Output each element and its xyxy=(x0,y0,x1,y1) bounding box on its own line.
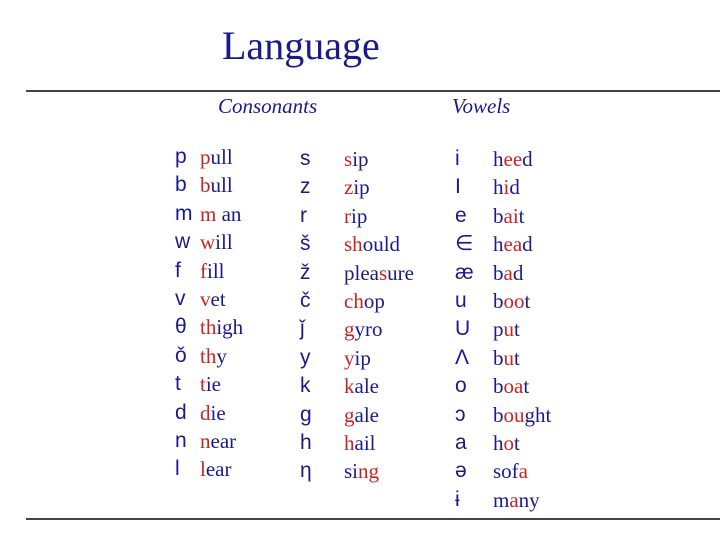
phonetic-symbol: ǒ xyxy=(175,343,187,367)
highlighted-letters: k xyxy=(344,374,355,399)
word-part: p xyxy=(493,317,504,342)
example-word xyxy=(344,230,400,258)
word-part: ould xyxy=(362,232,401,257)
example-word xyxy=(200,200,241,228)
highlighted-letters: sh xyxy=(344,232,363,257)
highlighted-letters: l xyxy=(200,457,206,482)
highlighted-letters: b xyxy=(200,173,211,198)
word-part: ip xyxy=(352,147,369,171)
phonetic-symbol: w xyxy=(175,230,191,254)
highlighted-letters: s xyxy=(378,260,388,285)
example-word xyxy=(344,202,367,230)
phonetic-symbol: θ xyxy=(175,315,187,339)
phonetic-symbol: z xyxy=(300,175,311,199)
example-word xyxy=(344,315,383,343)
highlighted-letters: ea xyxy=(503,232,523,257)
page-title: Language xyxy=(222,23,380,68)
word-part: d xyxy=(522,147,533,171)
bottom-divider xyxy=(26,518,720,520)
phonetic-symbol: ǰ xyxy=(300,317,305,341)
word-part: et xyxy=(210,287,226,311)
highlighted-letters: h xyxy=(344,431,355,455)
word-part: ull xyxy=(210,173,233,198)
phonetic-symbol: æ xyxy=(455,260,474,284)
example-word xyxy=(493,173,520,201)
highlighted-letters: f xyxy=(200,258,207,283)
example-word xyxy=(493,287,530,315)
word-part: ip xyxy=(354,345,371,370)
phonetic-symbol: d xyxy=(175,400,187,424)
example-word xyxy=(493,259,523,287)
phonetic-symbol: Λ xyxy=(455,345,470,369)
example-word xyxy=(344,344,371,372)
example-word xyxy=(493,230,533,258)
phonetic-symbol: ž xyxy=(300,260,311,284)
highlighted-letters: d xyxy=(200,400,211,425)
example-word xyxy=(493,145,533,173)
word-part: ie xyxy=(210,400,226,425)
word-part: ill xyxy=(215,230,233,255)
phonetic-symbol: ə xyxy=(455,459,467,483)
example-word xyxy=(493,457,528,485)
phonetic-symbol: s xyxy=(300,147,311,170)
word-part: b xyxy=(493,374,504,399)
highlighted-letters: th xyxy=(200,343,217,368)
phonetic-symbol: y xyxy=(300,345,311,369)
phonetic-symbol: n xyxy=(175,429,187,452)
word-part: ure xyxy=(387,260,414,285)
word-part: t xyxy=(514,317,520,342)
word-part: op xyxy=(363,289,385,313)
word-part: t xyxy=(524,289,531,313)
word-part: b xyxy=(493,260,504,285)
word-part: ip xyxy=(353,175,370,200)
vowels-heading: Vowels xyxy=(452,94,511,118)
word-part: b xyxy=(493,203,504,228)
word-part: h xyxy=(493,232,504,257)
example-word xyxy=(493,372,529,400)
highlighted-letters: v xyxy=(200,287,211,311)
example-word xyxy=(200,342,227,370)
word-part: an xyxy=(216,201,242,226)
example-word xyxy=(493,429,520,457)
highlighted-letters: t xyxy=(200,372,206,397)
phonetic-symbol: š xyxy=(300,232,311,256)
example-word xyxy=(344,173,370,201)
example-word xyxy=(493,202,525,230)
highlighted-letters: g xyxy=(344,317,355,342)
word-part: h xyxy=(493,431,504,455)
example-word xyxy=(200,285,226,313)
word-part: ip xyxy=(351,203,368,228)
highlighted-letters: ch xyxy=(344,289,364,313)
highlighted-letters: r xyxy=(344,203,351,228)
word-part: b xyxy=(493,289,504,313)
highlighted-letters: a xyxy=(503,260,513,285)
phonetic-symbol: η xyxy=(300,459,312,483)
phonetic-symbol: f xyxy=(175,258,181,282)
phonetic-symbol: b xyxy=(175,173,187,197)
word-part: m xyxy=(493,487,510,512)
highlighted-letters: ou xyxy=(503,402,525,427)
highlighted-letters: a xyxy=(518,459,528,484)
word-part: h xyxy=(493,175,504,200)
phonetic-symbol: k xyxy=(300,374,311,398)
word-part: ear xyxy=(210,429,237,453)
highlighted-letters: oa xyxy=(503,374,524,399)
highlighted-letters: p xyxy=(200,145,211,169)
example-word xyxy=(493,401,551,429)
highlighted-letters: w xyxy=(200,230,216,255)
example-word xyxy=(493,315,520,343)
highlighted-letters: n xyxy=(200,429,211,453)
highlighted-letters: ai xyxy=(503,203,519,228)
consonants-heading: Consonants xyxy=(218,94,318,118)
highlighted-letters: y xyxy=(344,345,355,370)
phonetic-symbol: r xyxy=(300,203,307,227)
phonetic-symbol: ɨ xyxy=(455,487,460,511)
highlighted-letters: ee xyxy=(503,147,523,171)
highlighted-letters: a xyxy=(509,487,519,512)
word-part: ale xyxy=(354,402,379,427)
example-word xyxy=(200,143,233,171)
phonetic-symbol: u xyxy=(455,289,467,312)
phonetic-symbol: I xyxy=(455,175,461,199)
example-word xyxy=(344,145,369,173)
example-word xyxy=(200,313,243,341)
highlighted-letters: m xyxy=(200,201,217,226)
word-part: ear xyxy=(205,457,232,482)
word-part: ale xyxy=(354,374,379,399)
example-word xyxy=(344,401,379,429)
word-part: y xyxy=(216,343,227,368)
word-part: b xyxy=(493,402,504,427)
highlighted-letters: z xyxy=(344,175,354,200)
highlighted-letters: u xyxy=(503,317,514,342)
word-part: ull xyxy=(210,145,233,169)
example-word xyxy=(493,344,520,372)
phonetic-symbol: i xyxy=(455,147,460,170)
example-word xyxy=(344,457,379,485)
highlighted-letters: th xyxy=(200,315,217,340)
phonetic-symbol: v xyxy=(175,287,186,310)
phonetic-symbol: U xyxy=(455,317,471,341)
example-word xyxy=(200,455,231,483)
example-word xyxy=(200,370,221,398)
highlighted-letters: u xyxy=(503,345,514,370)
phonetic-symbol: e xyxy=(455,203,467,227)
phonetic-symbol: ɔ xyxy=(455,402,466,426)
word-part: b xyxy=(493,345,504,370)
word-part: t xyxy=(514,431,520,455)
word-part: ie xyxy=(205,372,221,397)
example-word xyxy=(344,259,414,287)
highlighted-letters: o xyxy=(503,431,514,455)
example-word xyxy=(200,399,226,427)
example-word xyxy=(344,372,379,400)
word-part: t xyxy=(518,203,525,228)
word-part: ght xyxy=(524,402,552,427)
phonetic-symbol: ∈ xyxy=(455,232,474,256)
highlighted-letters: oo xyxy=(503,289,525,313)
example-word xyxy=(344,429,376,457)
highlighted-letters: s xyxy=(344,147,353,171)
example-word xyxy=(200,427,236,455)
word-part: t xyxy=(523,374,530,399)
phonetic-symbol: a xyxy=(455,431,467,454)
phonetic-symbol: č xyxy=(300,289,311,312)
top-divider xyxy=(26,90,720,92)
example-word xyxy=(200,171,233,199)
word-part: t xyxy=(514,345,520,370)
word-part: igh xyxy=(216,315,244,340)
highlighted-letters: g xyxy=(344,402,355,427)
word-part: d xyxy=(522,232,533,257)
word-part: h xyxy=(493,147,504,171)
example-word xyxy=(344,287,385,315)
word-part: ny xyxy=(518,487,540,512)
example-word xyxy=(200,257,225,285)
word-part: yro xyxy=(354,317,383,342)
word-part: sof xyxy=(493,459,519,484)
phonetic-symbol: p xyxy=(175,145,187,168)
example-word xyxy=(200,228,233,256)
word-part: ail xyxy=(354,431,376,455)
word-part: d xyxy=(512,260,524,285)
highlighted-letters: i xyxy=(503,175,510,200)
word-part: d xyxy=(509,175,520,200)
word-part: si xyxy=(344,459,359,484)
phonetic-symbol: o xyxy=(455,374,467,398)
phonetic-symbol: l xyxy=(175,457,180,481)
word-part: plea xyxy=(344,260,379,285)
highlighted-letters: ng xyxy=(358,459,380,484)
phonetic-symbol: g xyxy=(300,402,312,426)
phonetic-symbol: t xyxy=(175,372,181,396)
phonetic-symbol: m xyxy=(175,201,193,225)
phonetic-symbol: h xyxy=(300,431,312,454)
example-word xyxy=(493,486,540,514)
word-part: ill xyxy=(207,258,225,283)
